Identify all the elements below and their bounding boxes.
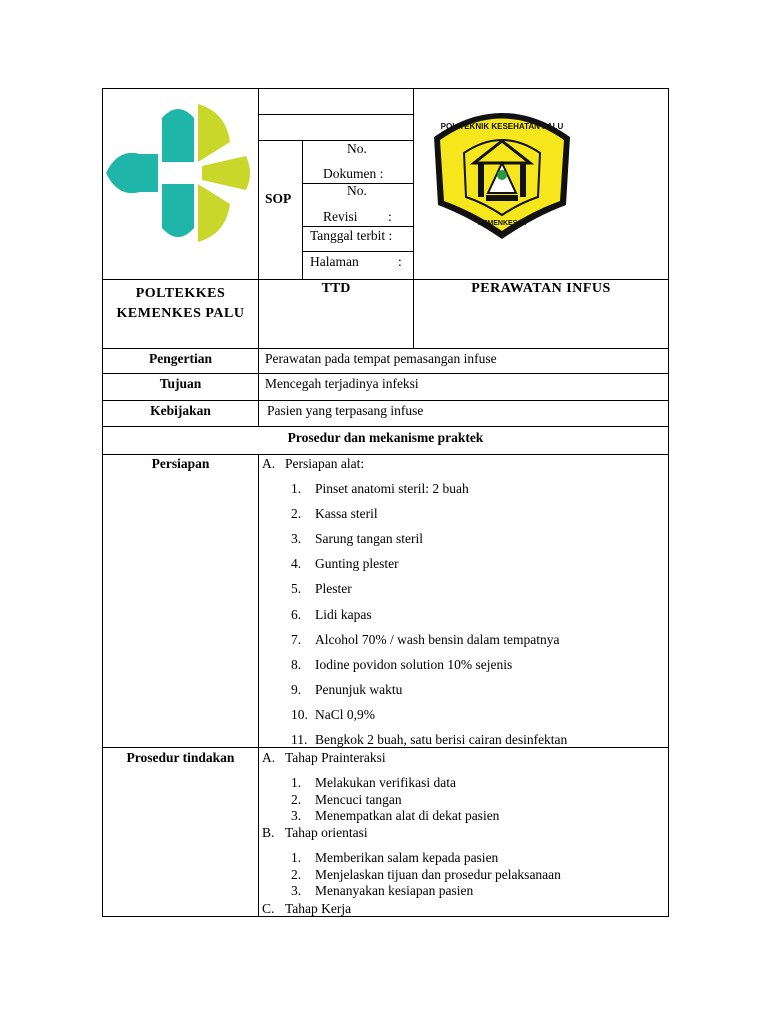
list-item-text: Melakukan verifikasi data bbox=[315, 775, 456, 790]
kebijakan-label: Kebijakan bbox=[150, 403, 211, 418]
list-item-text: Memberikan salam kepada pasien bbox=[315, 850, 499, 865]
list-item-number: 3. bbox=[291, 808, 302, 824]
seal-bottom-text: KEMENKES RI bbox=[477, 220, 527, 227]
stage-b-title: Tahap orientasi bbox=[285, 825, 368, 840]
list-item-text: Penunjuk waktu bbox=[315, 681, 403, 697]
list-item bbox=[291, 657, 512, 673]
list-item-number: 11. bbox=[291, 732, 308, 747]
list-item-number: 7. bbox=[291, 631, 302, 647]
persiapan-section-letter: A. bbox=[262, 456, 276, 471]
list-item-number: 2. bbox=[291, 506, 302, 522]
list-item-number: 10. bbox=[291, 706, 308, 722]
list-item-number: 3. bbox=[291, 531, 302, 547]
prosedur-tindakan-label: Prosedur tindakan bbox=[126, 750, 235, 765]
list-item bbox=[291, 792, 402, 808]
sop-label: SOP bbox=[265, 191, 292, 206]
kebijakan-value: Pasien yang terpasang infuse bbox=[267, 403, 424, 418]
no-revisi-label: No. bbox=[347, 183, 367, 198]
list-item bbox=[291, 867, 561, 883]
list-item bbox=[291, 531, 423, 547]
document-title: PERAWATAN INFUS bbox=[471, 281, 611, 296]
list-item-text: Menanyakan kesiapan pasien bbox=[315, 883, 474, 899]
poltekkes-seal bbox=[426, 97, 578, 243]
list-item-text: Bengkok 2 buah, satu berisi cairan desinfektan bbox=[315, 732, 568, 747]
pengertian-value: Perawatan pada tempat pemasangan infuse bbox=[265, 351, 497, 366]
no-label: No. bbox=[347, 141, 367, 156]
revisi-label: Revisi bbox=[323, 209, 358, 224]
list-item bbox=[291, 556, 399, 572]
seal-top-text: POLITEKNIK KESEHATAN PALU bbox=[440, 122, 564, 131]
list-item bbox=[291, 775, 456, 791]
list-item-number: 1. bbox=[291, 481, 302, 496]
kemenkes-logo bbox=[106, 98, 254, 248]
tanggal-terbit-label: Tanggal terbit : bbox=[310, 228, 393, 243]
list-item-number: 8. bbox=[291, 656, 302, 672]
org-name-line2: KEMENKES PALU bbox=[116, 306, 245, 321]
list-item bbox=[291, 581, 352, 597]
tujuan-value: Mencegah terjadinya infeksi bbox=[265, 376, 419, 391]
persiapan-label: Persiapan bbox=[151, 456, 210, 471]
list-item-text: Lidi kapas bbox=[315, 606, 372, 622]
pengertian-label: Pengertian bbox=[149, 351, 212, 366]
list-item bbox=[291, 481, 469, 497]
list-item-text: Menjelaskan tijuan dan prosedur pelaksanaan bbox=[315, 866, 561, 882]
halaman-colon: : bbox=[398, 254, 402, 269]
stage-c-letter: C. bbox=[262, 901, 275, 916]
tujuan-label: Tujuan bbox=[159, 376, 202, 391]
stage-a-title: Tahap Prainteraksi bbox=[285, 750, 386, 765]
stage-c-title: Tahap Kerja bbox=[285, 901, 352, 916]
list-item-number: 3. bbox=[291, 883, 302, 899]
list-item bbox=[291, 732, 567, 748]
list-item-text: Sarung tangan steril bbox=[315, 531, 423, 547]
list-item-number: 1. bbox=[291, 850, 302, 865]
list-item-number: 9. bbox=[291, 681, 302, 697]
stage-a-letter: A. bbox=[262, 750, 276, 765]
list-item bbox=[291, 707, 375, 723]
list-item-number: 2. bbox=[291, 791, 302, 807]
list-item-text: Menempatkan alat di dekat pasien bbox=[315, 808, 500, 824]
list-item bbox=[291, 682, 402, 698]
list-item-number: 4. bbox=[291, 556, 302, 572]
list-item-number: 5. bbox=[291, 581, 302, 597]
ttd-label: TTD bbox=[321, 281, 351, 296]
list-item-text: Mencuci tangan bbox=[315, 791, 402, 807]
prosedur-header: Prosedur dan mekanisme praktek bbox=[287, 430, 484, 445]
list-item-text: NaCl 0,9% bbox=[315, 706, 375, 722]
list-item-text: Kassa steril bbox=[315, 506, 378, 522]
list-item-number: 2. bbox=[291, 866, 302, 882]
list-item-number: 6. bbox=[291, 606, 302, 622]
list-item bbox=[291, 808, 499, 824]
list-item-text: Gunting plester bbox=[315, 556, 399, 572]
revisi-colon: : bbox=[388, 209, 392, 224]
list-item bbox=[291, 850, 498, 866]
list-item bbox=[291, 883, 473, 899]
list-item-text: Pinset anatomi steril: 2 buah bbox=[315, 481, 469, 496]
dokumen-label: Dokumen : bbox=[323, 166, 384, 181]
list-item-text: Iodine povidon solution 10% sejenis bbox=[315, 656, 513, 672]
list-item bbox=[291, 506, 378, 522]
list-item-text: Plester bbox=[315, 581, 352, 597]
stage-b-letter: B. bbox=[262, 825, 275, 840]
list-item-number: 1. bbox=[291, 775, 302, 790]
halaman-label: Halaman bbox=[310, 254, 359, 269]
list-item bbox=[291, 607, 372, 623]
list-item-text: Alcohol 70% / wash bensin dalam tempatnya bbox=[315, 631, 560, 647]
list-item bbox=[291, 632, 559, 648]
org-name-line1: POLTEKKES bbox=[135, 286, 226, 301]
persiapan-section-title: Persiapan alat: bbox=[285, 456, 365, 471]
